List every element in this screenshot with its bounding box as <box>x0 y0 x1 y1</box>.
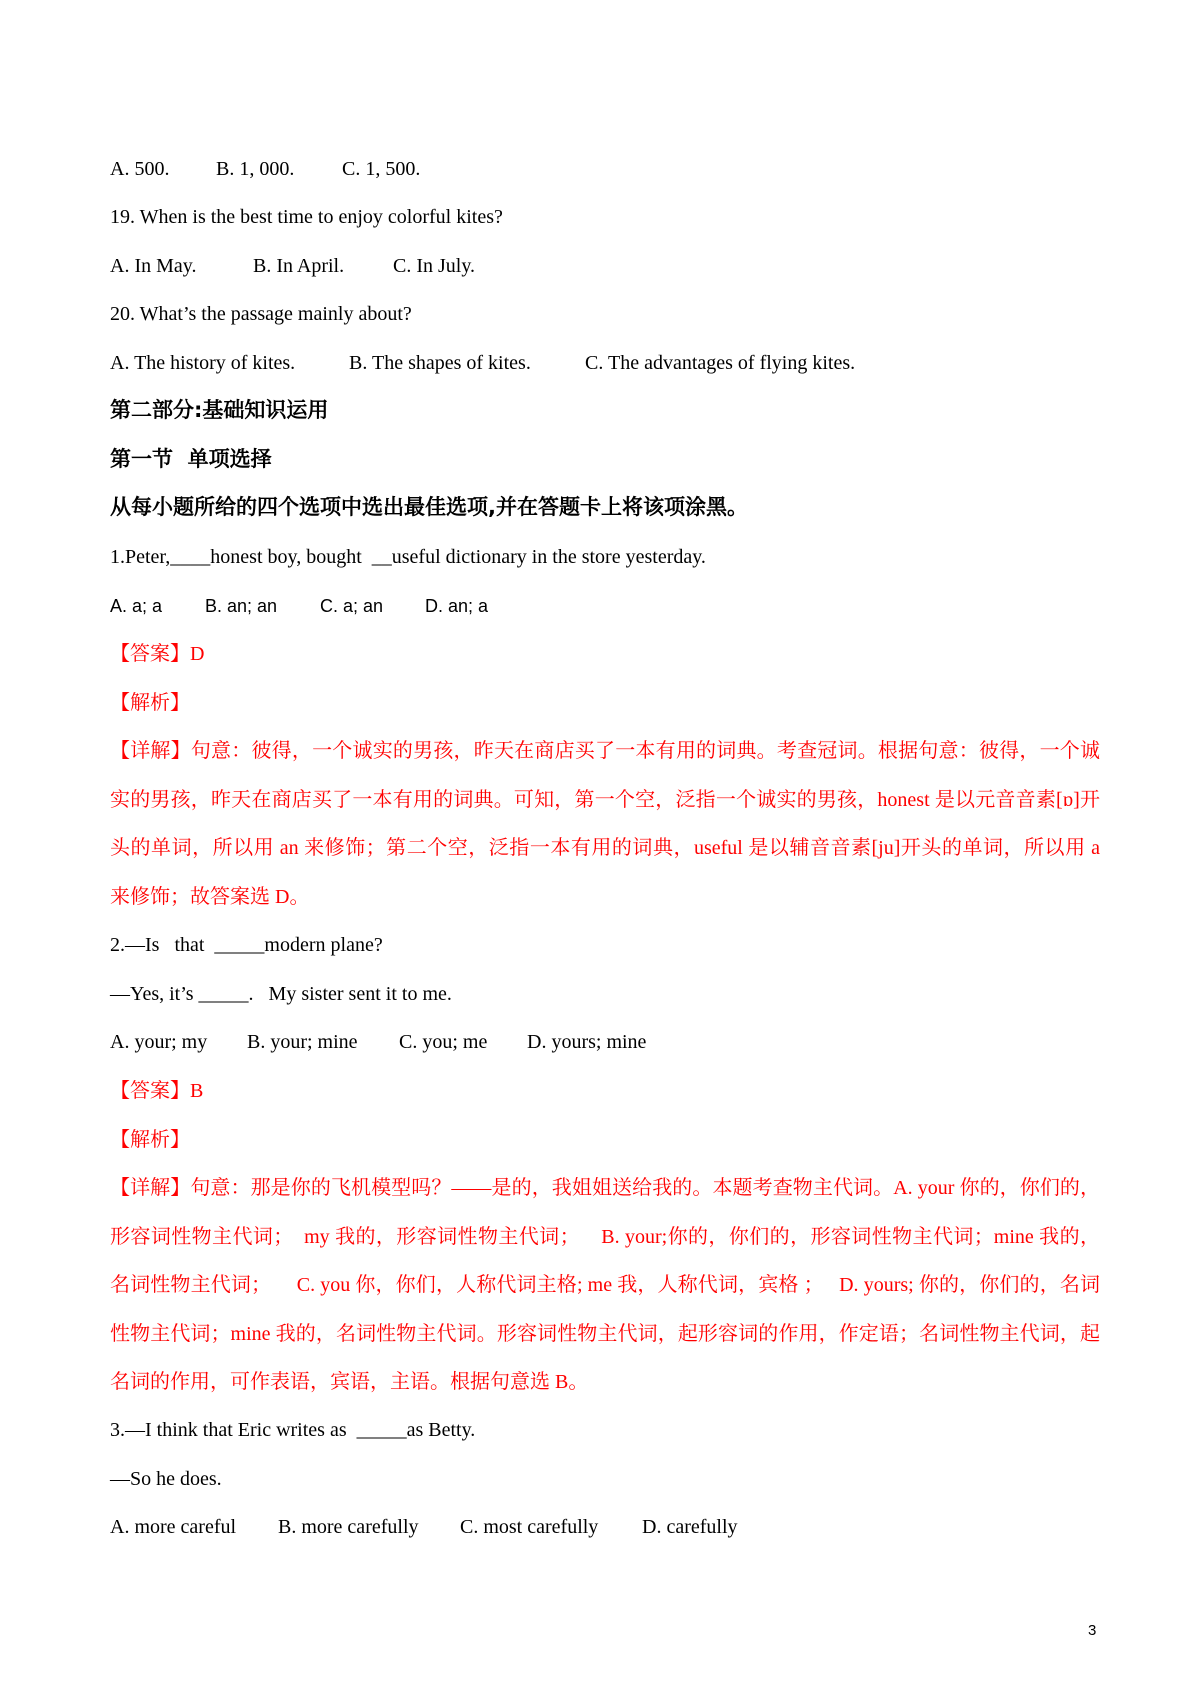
mc1-question: 1.Peter,____honest boy, bought __useful dictionary in the store yesterday. <box>110 546 706 568</box>
mc2-analysis-label: 【解析】 <box>110 1129 190 1151</box>
mc1-option-b: B. an; an <box>205 596 278 616</box>
mc1-explanation: 【详解】句意：彼得，一个诚实的男孩，昨天在商店买了一本有用的词典。考查冠词。根据句意：彼得，一个诚实的男孩，昨天在商店买了一本有用的词典。可知，第一个空，泛指一个诚实的男孩，honest 是以元音音素[ɒ]开头的单词，所以用 an 来修饰；第二个空，泛指一本有用的词典，useful 是以辅音音素[ju]开头的单词，所以用 a 来修饰；故答案选 D。 <box>110 740 1100 908</box>
q18-option-a: A. 500. <box>110 158 170 180</box>
mc2-explanation: 【详解】句意：那是你的飞机模型吗？——是的，我姐姐送给我的。本题考查物主代词。A. your 你的，你们的，形容词性物主代词； my 我的，形容词性物主代词； B. your;你的，你们的，形容词性物主代词；mine 我的，名词性物主代词； C. you 你，你们，人称代词主格; me 我，人称代词，宾格 ； D. yours; 你的，你们的，名词性物主代词；mine 我的，名词性物主代词。形容词性物主代词，起形容词的作用，作定语；名词性物主代词，起名词的作用，可作表语，宾语，主语。根据句意选 B。 <box>110 1177 1100 1393</box>
q19-question: 19. When is the best time to enjoy colorful kites? <box>110 206 503 228</box>
mc3-options <box>110 1515 1100 1539</box>
mc3-reply: —So he does. <box>110 1468 222 1490</box>
q18-option-b: B. 1, 000. <box>216 158 295 180</box>
mc1-options <box>110 594 1100 618</box>
q20-option-c: C. The advantages of flying kites. <box>585 352 856 374</box>
mc3-question: 3.—I think that Eric writes as _____as Betty. <box>110 1419 476 1441</box>
part-title: 第二部分:基础知识运用 <box>110 398 329 422</box>
mc2-answer: 【答案】B <box>110 1080 204 1102</box>
mc3-option-c: C. most carefully <box>460 1516 599 1538</box>
mc2-option-a: A. your; my <box>110 1031 208 1053</box>
q20-question: 20. What’s the passage mainly about? <box>110 303 412 325</box>
mc1-option-a: A. a; a <box>110 596 163 616</box>
mc1-answer: 【答案】D <box>110 643 205 665</box>
q18-options <box>110 157 1100 181</box>
mc1-option-c: C. a; an <box>320 596 384 616</box>
q18-option-c: C. 1, 500. <box>342 158 421 180</box>
mc2-option-d: D. yours; mine <box>527 1031 647 1053</box>
page-number: 3 <box>1088 1622 1097 1639</box>
mc3-option-b: B. more carefully <box>278 1516 419 1538</box>
section-instructions: 从每小题所给的四个选项中选出最佳选项,并在答题卡上将该项涂黑。 <box>110 495 748 519</box>
mc2-options <box>110 1030 1100 1054</box>
mc2-reply: —Yes, it’s _____. My sister sent it to me. <box>110 983 452 1005</box>
mc3-option-a: A. more careful <box>110 1516 237 1538</box>
q19-option-a: A. In May. <box>110 255 197 277</box>
q19-options <box>110 254 1100 278</box>
mc1-analysis-label: 【解析】 <box>110 692 190 714</box>
section-title: 第一节 单项选择 <box>110 447 272 471</box>
q19-option-c: C. In July. <box>393 255 476 277</box>
mc2-question: 2.—Is that _____modern plane? <box>110 934 383 956</box>
mc2-option-b: B. your; mine <box>247 1031 358 1053</box>
mc3-option-d: D. carefully <box>642 1516 738 1538</box>
q20-option-b: B. The shapes of kites. <box>349 352 531 374</box>
q20-option-a: A. The history of kites. <box>110 352 296 374</box>
mc1-option-d: D. an; a <box>425 596 489 616</box>
mc2-option-c: C. you; me <box>399 1031 488 1053</box>
q20-options <box>110 351 1100 375</box>
q19-option-b: B. In April. <box>253 255 345 277</box>
